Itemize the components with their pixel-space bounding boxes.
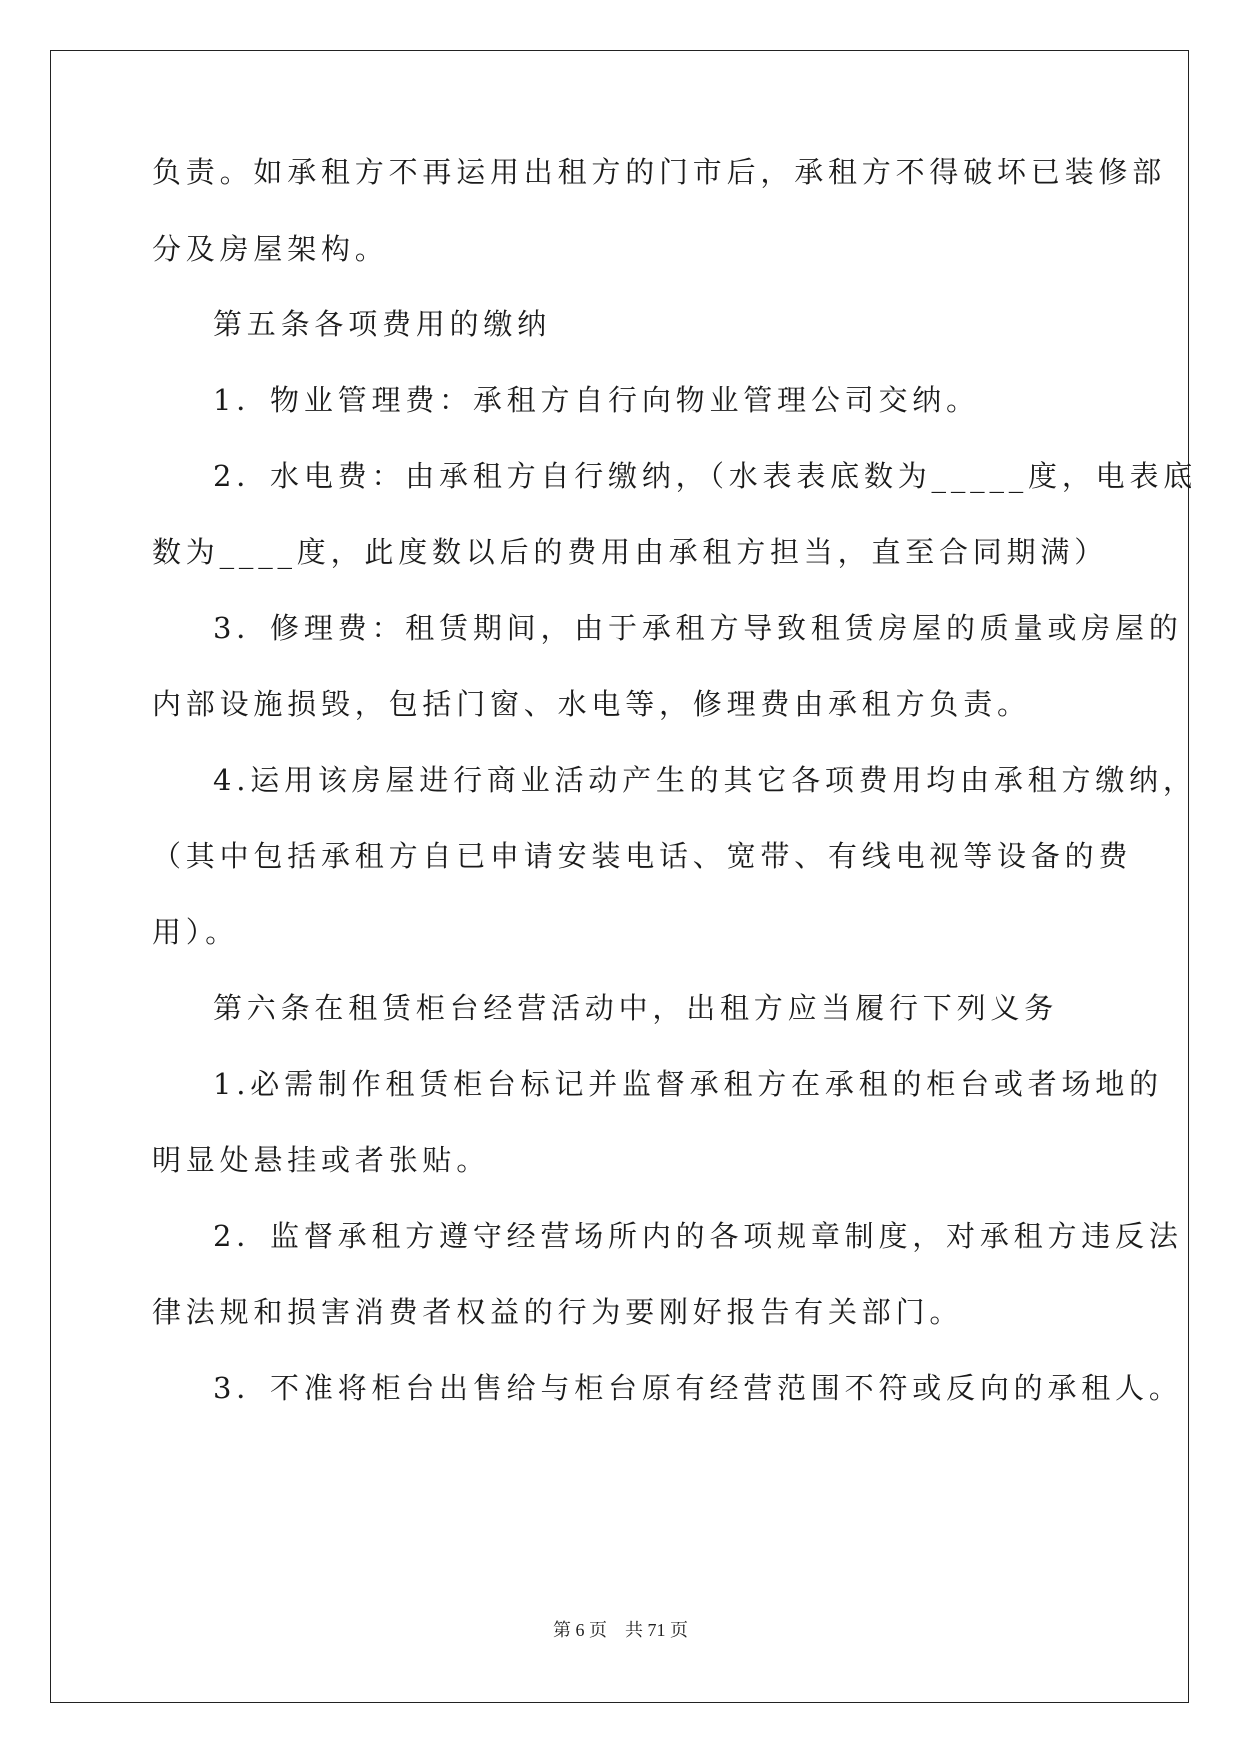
body-line: 3．修理费：租赁期间，由于承租方导致租赁房屋的质量或房屋的 <box>213 611 1183 645</box>
body-line: 1.必需制作租赁柜台标记并监督承租方在承租的柜台或者场地的 <box>213 1067 1163 1101</box>
body-line: 1．物业管理费：承租方自行向物业管理公司交纳。 <box>213 383 980 417</box>
body-line: 明显处悬挂或者张贴。 <box>152 1143 491 1177</box>
body-line: 2．监督承租方遵守经营场所内的各项规章制度，对承租方违反法 <box>213 1219 1183 1253</box>
body-line: 内部设施损毁，包括门窗、水电等，修理费由承租方负责。 <box>152 687 1031 721</box>
section-heading: 第六条在租赁柜台经营活动中，出租方应当履行下列义务 <box>213 991 1059 1025</box>
body-line: 4.运用该房屋进行商业活动产生的其它各项费用均由承租方缴纳， <box>213 763 1197 797</box>
body-line: 负责。如承租方不再运用出租方的门市后，承租方不得破坏已装修部 <box>152 155 1167 189</box>
body-line: 用）。 <box>152 915 239 949</box>
body-line: 分及房屋架构。 <box>152 232 389 266</box>
body-line: 3．不准将柜台出售给与柜台原有经营范围不符或反向的承租人。 <box>213 1371 1183 1405</box>
body-line: （其中包括承租方自已申请安装电话、宽带、有线电视等设备的费 <box>152 839 1133 873</box>
page-number: 第 6 页 共 71 页 <box>553 1620 688 1640</box>
section-heading: 第五条各项费用的缴纳 <box>213 307 552 341</box>
body-line: 律法规和损害消费者权益的行为要刚好报告有关部门。 <box>152 1295 964 1329</box>
body-line: 数为____度，此度数以后的费用由承租方担当，直至合同期满） <box>152 535 1109 569</box>
body-line: 2．水电费：由承租方自行缴纳，（水表表底数为_____度，电表底 <box>213 459 1198 493</box>
page-border <box>50 50 1189 1703</box>
